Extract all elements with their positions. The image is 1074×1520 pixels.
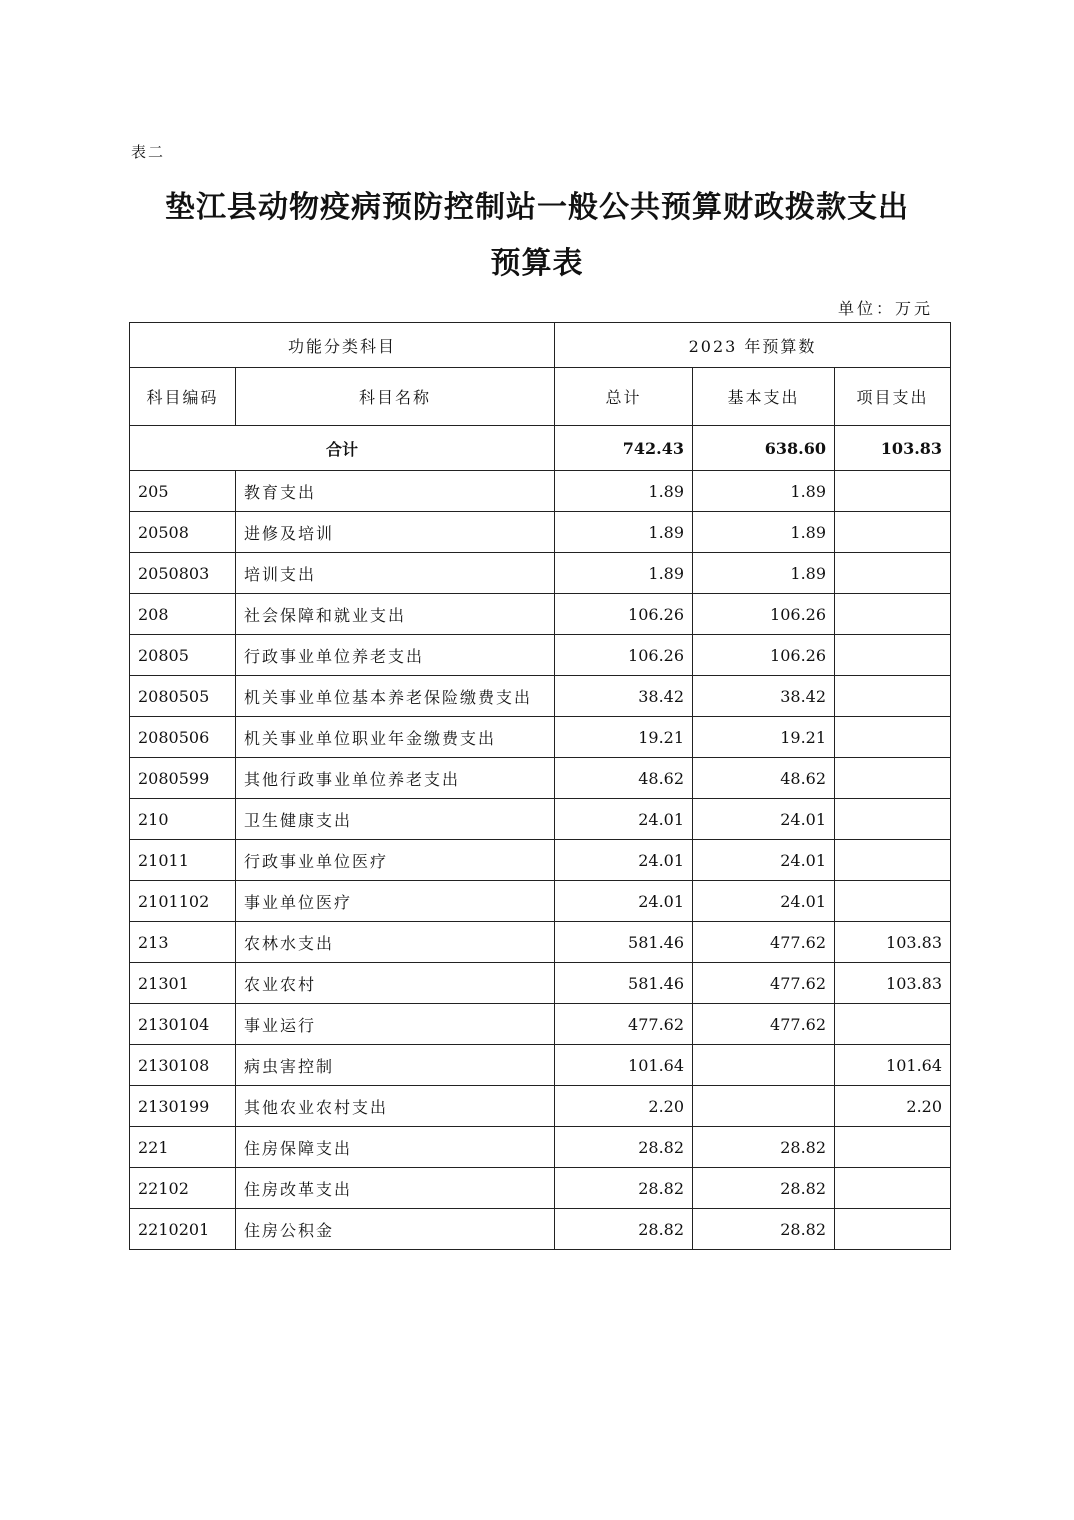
row-code: 2080505 (130, 676, 236, 717)
table-row (130, 471, 951, 512)
row-basic: 1.89 (693, 553, 835, 594)
row-total: 581.46 (555, 922, 693, 963)
row-basic: 477.62 (693, 922, 835, 963)
row-basic: 48.62 (693, 758, 835, 799)
row-code: 20508 (130, 512, 236, 553)
row-name: 事业单位医疗 (236, 881, 555, 922)
row-total: 106.26 (555, 635, 693, 676)
row-code: 2101102 (130, 881, 236, 922)
table-row (130, 1168, 951, 1209)
header-code: 科目编码 (130, 368, 236, 426)
row-total: 106.26 (555, 594, 693, 635)
total-basic: 638.60 (693, 426, 835, 471)
table-row (130, 1127, 951, 1168)
row-total: 24.01 (555, 840, 693, 881)
row-total: 28.82 (555, 1168, 693, 1209)
row-code: 213 (130, 922, 236, 963)
row-project (835, 594, 951, 635)
table-row (130, 1086, 951, 1127)
row-total: 477.62 (555, 1004, 693, 1045)
row-basic: 28.82 (693, 1127, 835, 1168)
row-name: 其他农业农村支出 (236, 1086, 555, 1127)
table-row (130, 553, 951, 594)
table-row (130, 594, 951, 635)
row-basic: 1.89 (693, 471, 835, 512)
row-name: 事业运行 (236, 1004, 555, 1045)
table-row (130, 840, 951, 881)
total-row (130, 426, 951, 471)
row-project (835, 1168, 951, 1209)
row-project (835, 512, 951, 553)
row-name: 住房公积金 (236, 1209, 555, 1250)
header-budget-year: 2023 年预算数 (555, 323, 951, 368)
row-code: 21011 (130, 840, 236, 881)
row-project (835, 676, 951, 717)
row-project (835, 1004, 951, 1045)
document-title-continued: 预算表 (490, 246, 584, 281)
table-row (130, 881, 951, 922)
row-code: 2210201 (130, 1209, 236, 1250)
table-row (130, 512, 951, 553)
row-basic: 106.26 (693, 594, 835, 635)
row-name: 机关事业单位基本养老保险缴费支出 (236, 676, 555, 717)
row-basic: 28.82 (693, 1209, 835, 1250)
table-row (130, 676, 951, 717)
row-name: 机关事业单位职业年金缴费支出 (236, 717, 555, 758)
table-row (130, 963, 951, 1004)
row-total: 1.89 (555, 553, 693, 594)
row-name: 卫生健康支出 (236, 799, 555, 840)
table-row (130, 717, 951, 758)
row-name: 行政事业单位医疗 (236, 840, 555, 881)
row-project: 103.83 (835, 963, 951, 1004)
row-name: 住房保障支出 (236, 1127, 555, 1168)
row-basic: 24.01 (693, 840, 835, 881)
table-row (130, 799, 951, 840)
row-code: 20805 (130, 635, 236, 676)
row-basic: 477.62 (693, 1004, 835, 1045)
row-total: 24.01 (555, 799, 693, 840)
header-basic: 基本支出 (693, 368, 835, 426)
row-total: 101.64 (555, 1045, 693, 1086)
table-row (130, 1004, 951, 1045)
table-label: 表二 (131, 143, 166, 161)
row-project (835, 799, 951, 840)
row-total: 28.82 (555, 1209, 693, 1250)
row-basic: 24.01 (693, 799, 835, 840)
row-name: 培训支出 (236, 553, 555, 594)
row-code: 21301 (130, 963, 236, 1004)
header-function-category: 功能分类科目 (130, 323, 555, 368)
row-total: 19.21 (555, 717, 693, 758)
row-code: 210 (130, 799, 236, 840)
table-row (130, 635, 951, 676)
row-code: 221 (130, 1127, 236, 1168)
row-code: 2050803 (130, 553, 236, 594)
row-basic: 38.42 (693, 676, 835, 717)
unit-label: 单位：万元 (837, 299, 933, 318)
budget-table (129, 322, 951, 1250)
row-name: 社会保障和就业支出 (236, 594, 555, 635)
row-code: 2130199 (130, 1086, 236, 1127)
header-row-group (130, 323, 951, 368)
row-basic: 19.21 (693, 717, 835, 758)
row-project: 103.83 (835, 922, 951, 963)
row-total: 1.89 (555, 471, 693, 512)
row-code: 2080599 (130, 758, 236, 799)
total-project: 103.83 (835, 426, 951, 471)
row-project (835, 881, 951, 922)
row-name: 病虫害控制 (236, 1045, 555, 1086)
table-row (130, 922, 951, 963)
total-total: 742.43 (555, 426, 693, 471)
row-total: 38.42 (555, 676, 693, 717)
table-row (130, 1045, 951, 1086)
row-name: 住房改革支出 (236, 1168, 555, 1209)
row-project (835, 1127, 951, 1168)
row-code: 205 (130, 471, 236, 512)
header-project: 项目支出 (835, 368, 951, 426)
row-project: 2.20 (835, 1086, 951, 1127)
row-name: 行政事业单位养老支出 (236, 635, 555, 676)
row-project (835, 553, 951, 594)
row-name: 其他行政事业单位养老支出 (236, 758, 555, 799)
row-basic: 106.26 (693, 635, 835, 676)
row-total: 1.89 (555, 512, 693, 553)
row-code: 2130104 (130, 1004, 236, 1045)
row-code: 2080506 (130, 717, 236, 758)
table-row (130, 758, 951, 799)
row-total: 581.46 (555, 963, 693, 1004)
row-total: 2.20 (555, 1086, 693, 1127)
row-project: 101.64 (835, 1045, 951, 1086)
row-code: 2130108 (130, 1045, 236, 1086)
row-total: 48.62 (555, 758, 693, 799)
table-row (130, 1209, 951, 1250)
row-basic: 24.01 (693, 881, 835, 922)
row-basic (693, 1045, 835, 1086)
header-row-columns (130, 368, 951, 426)
header-total: 总计 (555, 368, 693, 426)
row-project (835, 840, 951, 881)
document-title: 垫江县动物疫病预防控制站一般公共预算财政拨款支出 (165, 190, 909, 225)
row-code: 208 (130, 594, 236, 635)
row-basic (693, 1086, 835, 1127)
row-basic: 1.89 (693, 512, 835, 553)
row-total: 28.82 (555, 1127, 693, 1168)
row-basic: 477.62 (693, 963, 835, 1004)
row-basic: 28.82 (693, 1168, 835, 1209)
row-project (835, 1209, 951, 1250)
row-total: 24.01 (555, 881, 693, 922)
row-code: 22102 (130, 1168, 236, 1209)
row-project (835, 758, 951, 799)
row-name: 农业农村 (236, 963, 555, 1004)
row-project (835, 471, 951, 512)
row-project (835, 717, 951, 758)
row-name: 农林水支出 (236, 922, 555, 963)
row-project (835, 635, 951, 676)
row-name: 教育支出 (236, 471, 555, 512)
row-name: 进修及培训 (236, 512, 555, 553)
total-label: 合计 (130, 426, 555, 471)
header-name: 科目名称 (236, 368, 555, 426)
